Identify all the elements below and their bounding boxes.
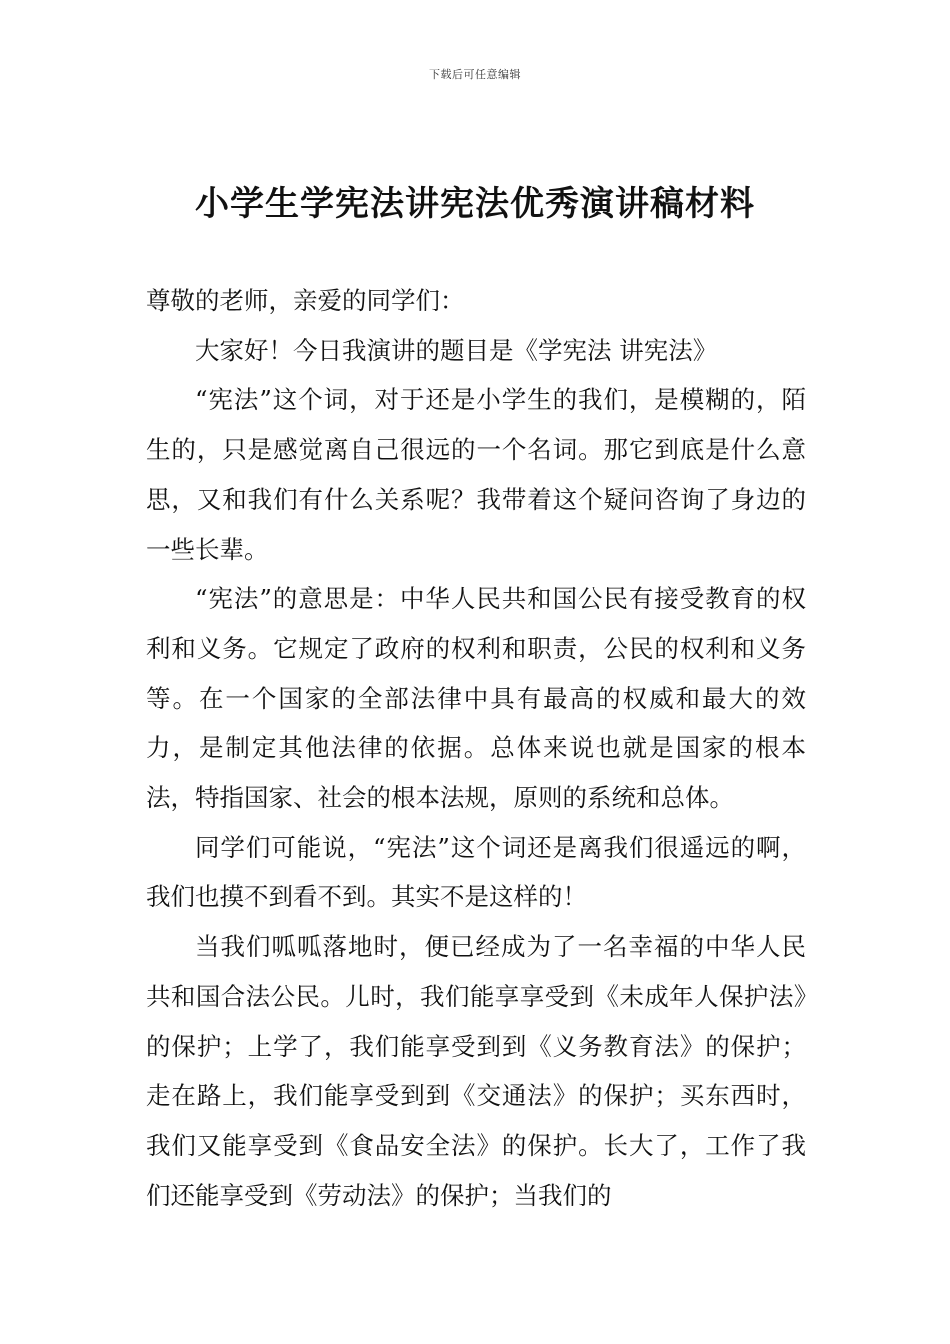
greeting-paragraph: 大家好！今日我演讲的题目是《学宪法 讲宪法》 xyxy=(195,335,718,365)
document-body xyxy=(146,276,806,1220)
salutation-paragraph: 尊敬的老师，亲爱的同学们： xyxy=(146,286,465,315)
body-paragraph: 当我们呱呱落地时，便已经成为了一名幸福的中华人民共和国合法公民。儿时，我们能享享受到《未成年人保护法》的保护；上学了，我们能享受到到《义务教育法》的保护；走在路上，我们能享受到到《交通法》的保护；买东西时，我们又能享受到《食品安全法》的保护。长大了，工作了我们还能享受到《劳动法》的保护；当我们的 xyxy=(146,932,806,1210)
header-note: 下载后可任意编辑 xyxy=(429,68,521,81)
body-paragraph: “宪法”这个词，对于还是小学生的我们，是模糊的，陌生的，只是感觉离自己很远的一个名词。那它到底是什么意思，又和我们有什么关系呢？我带着这个疑问咨询了身边的一些长辈。 xyxy=(146,385,806,564)
document-title: 小学生学宪法讲宪法优秀演讲稿材料 xyxy=(195,184,755,224)
body-paragraph: 同学们可能说，“宪法”这个词还是离我们很遥远的啊，我们也摸不到看不到。其实不是这样的！ xyxy=(146,832,806,912)
body-paragraph: “宪法”的意思是：中华人民共和国公民有接受教育的权利和义务。它规定了政府的权利和职责，公民的权利和义务等。在一个国家的全部法律中具有最高的权威和最大的效力，是制定其他法律的依据。总体来说也就是国家的根本法，特指国家、社会的根本法规，原则的系统和总体。 xyxy=(146,584,806,813)
